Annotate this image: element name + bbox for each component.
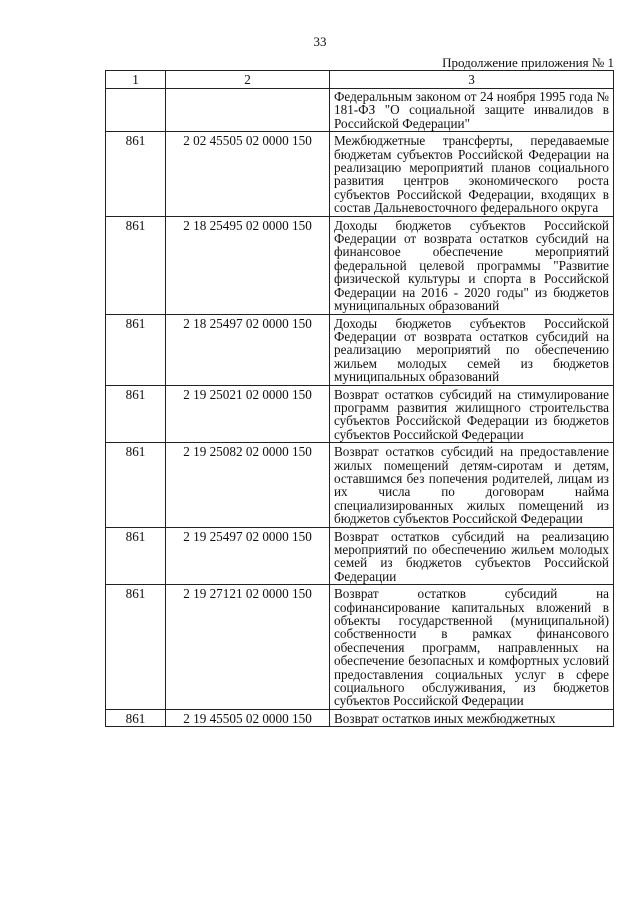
budget-code-cell [166,89,330,132]
budget-code-cell: 2 19 25082 02 0000 150 [166,443,330,527]
revenue-name-cell: Возврат остатков субсидий на реализацию мероприятий по обеспечению жильем молодых семей из бюджетов субъектов Российской Федерации [330,527,614,585]
header-col-3: 3 [330,71,614,89]
table-row [106,527,614,585]
table-header-row [106,71,614,89]
admin-code-cell: 861 [106,385,166,443]
admin-code-cell: 861 [106,314,166,385]
budget-code-cell: 2 19 45505 02 0000 150 [166,709,330,726]
table-row [106,709,614,726]
appendix-continuation-label: Продолжение приложения № 1 [442,55,614,70]
budget-code-cell: 2 18 25497 02 0000 150 [166,314,330,385]
table-row [106,132,614,216]
revenue-codes-table [105,70,614,727]
admin-code-cell: 861 [106,216,166,314]
admin-code-cell: 861 [106,709,166,726]
budget-code-cell: 2 19 27121 02 0000 150 [166,585,330,710]
page-number: 33 [313,34,327,49]
header-col-2: 2 [166,71,330,89]
budget-code-cell: 2 19 25021 02 0000 150 [166,385,330,443]
table-row [106,385,614,443]
table-row [106,443,614,527]
admin-code-cell [106,89,166,132]
revenue-name-cell: Межбюджетные трансферты, передаваемые бюджетам субъектов Российской Федерации на реализацию мероприятий планов социального развития центров экономического роста субъектов Российской Федерации, входящих в состав Дальневосточного федерального округа [330,132,614,216]
revenue-name-cell: Возврат остатков субсидий на стимулирование программ развития жилищного строительства субъектов Российской Федерации из бюджетов субъектов Российской Федерации [330,385,614,443]
admin-code-cell: 861 [106,527,166,585]
revenue-name-cell: Федеральным законом от 24 ноября 1995 года № 181-ФЗ "О социальной защите инвалидов в Российской Федерации" [330,89,614,132]
header-col-1: 1 [106,71,166,89]
revenue-name-cell: Доходы бюджетов субъектов Российской Федерации от возврата остатков субсидий на финансовое обеспечение мероприятий федеральной целевой программы "Развитие физической культуры и спорта в Российской Федерации на 2016 - 2020 годы" из бюджетов муниципальных образований [330,216,614,314]
revenue-name-cell: Возврат остатков субсидий на софинансирование капитальных вложений в объекты государственной (муниципальной) собственности в рамках финансового обеспечения программ, направленных на обеспечение безопасных и комфортных условий предоставления социальных услуг в сфере социального обслуживания, из бюджетов субъектов Российской Федерации [330,585,614,710]
table-row [106,89,614,132]
budget-code-cell: 2 02 45505 02 0000 150 [166,132,330,216]
revenue-name-cell: Возврат остатков субсидий на предоставление жилых помещений детям-сиротам и детям, оставшимся без попечения родителей, лицам из их числа по договорам найма специализированных жилых помещений из бюджетов субъектов Российской Федерации [330,443,614,527]
budget-code-cell: 2 18 25495 02 0000 150 [166,216,330,314]
admin-code-cell: 861 [106,132,166,216]
revenue-name-cell: Доходы бюджетов субъектов Российской Федерации от возврата остатков субсидий на реализацию мероприятий по обеспечению жильем молодых семей из бюджетов муниципальных образований [330,314,614,385]
table-row [106,585,614,710]
budget-code-cell: 2 19 25497 02 0000 150 [166,527,330,585]
table-row [106,314,614,385]
revenue-name-cell: Возврат остатков иных межбюджетных [330,709,614,726]
table-row [106,216,614,314]
admin-code-cell: 861 [106,585,166,710]
admin-code-cell: 861 [106,443,166,527]
